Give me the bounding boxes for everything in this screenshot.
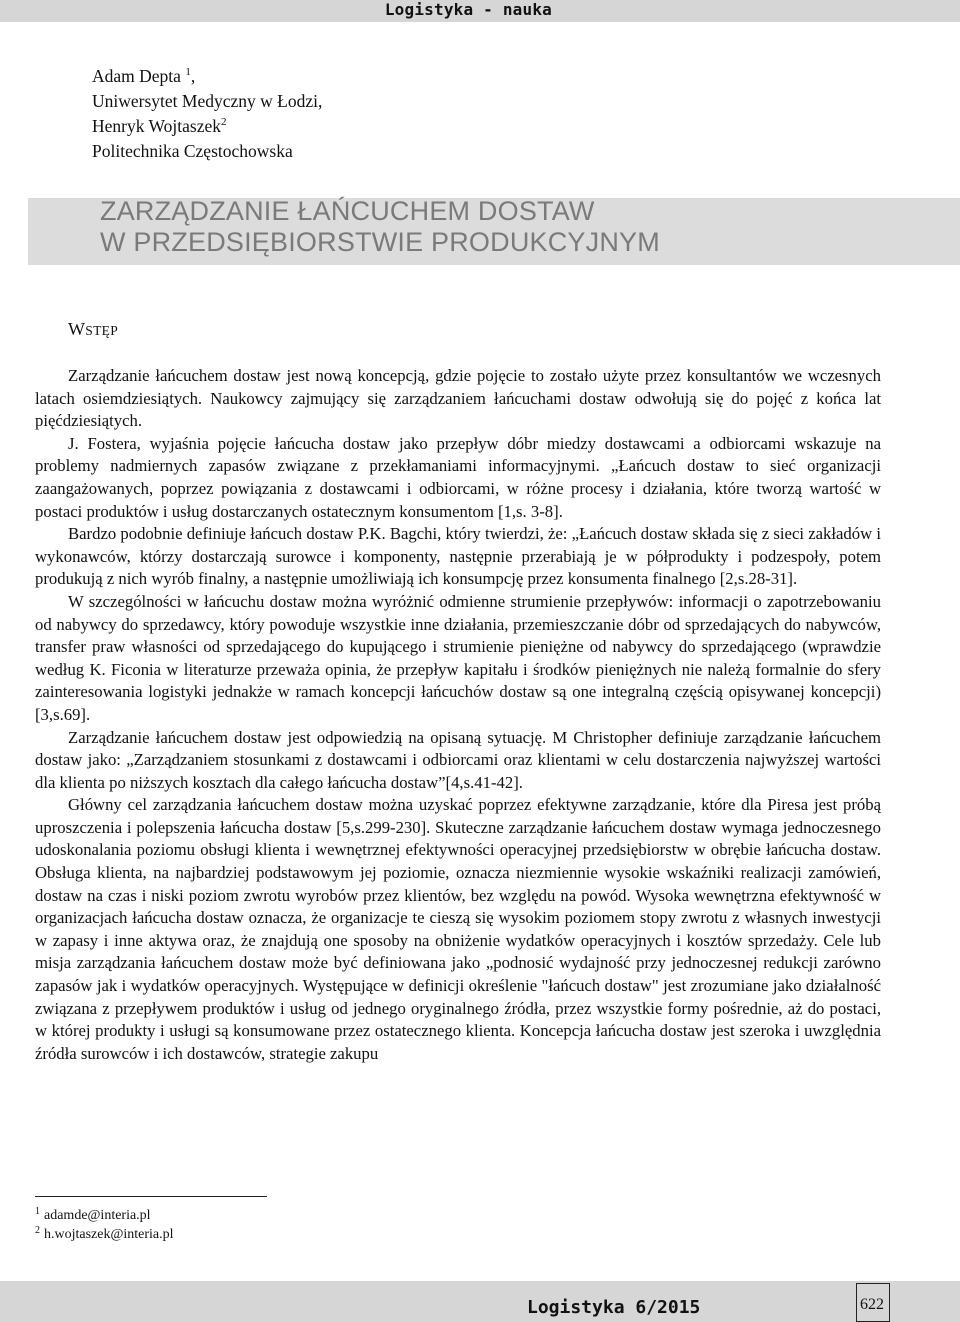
article-title	[100, 196, 660, 258]
author-1-footnote-mark: 1	[185, 66, 191, 78]
header-bar	[0, 0, 960, 22]
footer-bar	[0, 1281, 960, 1322]
paragraph: Główny cel zarządzania łańcuchem dostaw można uzyskać poprzez efektywne zarządzanie, które dla Piresa jest próbą uproszczenia i polepszenia łańcucha dostaw [5,s.299-230]. Skuteczne zarządzanie łańcuchem dostaw wymaga jednoczesnego udoskonalania poziomu obsługi klienta i wewnętrznej efektywności operacyjnej przedsiębiorstw w obrębie łańcucha dostaw. Obsługa klienta, na najbardziej podstawowym jej poziomie, oznacza niezmiennie wysokie wskaźniki realizacji zamówień, dostaw na czas i niski poziom zwrotu wyrobów przez klientów, bez względu na powód. Wysoka wewnętrzna efektywność w organizacjach łańcucha dostaw oznacza, że organizacje te cieszą się wysokim poziomem stopy zwrotu z własnych inwestycji w zapasy i inne aktywa oraz, że znajdują one sposoby na obniżenie wydatków operacyjnych i kosztów sprzedaży. Cele lub misja zarządzania łańcuchem dostaw może być definiowana jako „podnosić wydajność przy jednoczesnej redukcji zarówno zapasów jak i wydatków operacyjnych. Występujące w definicji określenie "łańcuch dostaw" jest zrozumiane jako działalność związana z przepływem produktów i usług od jednego oryginalnego źródła, przez wszystkie formy pośrednie, aż do postaci, w której produkty i usługi są konsumowane przez ostatecznego klienta. Koncepcja łańcucha dostaw jest szeroka i uwzględnia źródła surowców i ich dostawców, strategie zakupu	[35, 795, 881, 1063]
footnote-2-number: 2	[35, 1225, 40, 1236]
section-heading-rest: STĘP	[85, 323, 119, 338]
author-1	[92, 64, 322, 89]
paragraph: Zarządzanie łańcuchem dostaw jest nową koncepcją, gdzie pojęcie to zostało użyte przez konsultantów we wczesnych latach osiemdziesiątych. Naukowcy zajmujący się zarządzaniem łańcuchami dostaw odwołują się do pojęć z końca lat pięćdziesiątych.	[35, 366, 881, 431]
journal-section-title: Logistyka - nauka	[384, 0, 552, 19]
body-text	[35, 365, 881, 1065]
article-title-line-1: ZARZĄDZANIE ŁAŃCUCHEM DOSTAW	[100, 196, 595, 226]
author-1-name: Adam Depta	[92, 66, 181, 86]
footnote-1	[35, 1206, 174, 1225]
footnote-separator	[35, 1196, 267, 1197]
footnote-2-email: h.wojtaszek@interia.pl	[44, 1227, 174, 1242]
paragraph: Bardzo podobnie definiuje łańcuch dostaw P.K. Bagchi, który twierdzi, że: „Łańcuch dostaw składa się z sieci zakładów i wykonawców, którzy dostarczają surowce i komponenty, następnie przerabiają je w półprodukty i podzespoły, potem produkują z nich wyrób finalny, a następnie umożliwiają ich konsumpcję przez konsumenta finalnego [2,s.28-31].	[35, 524, 881, 589]
authors-block	[92, 64, 322, 164]
footnote-1-email: adamde@interia.pl	[44, 1208, 151, 1223]
section-heading	[68, 319, 118, 340]
article-title-line-2: W PRZEDSIĘBIORSTWIE PRODUKCYJNYM	[100, 227, 660, 257]
paragraph: J. Fostera, wyjaśnia pojęcie łańcucha dostaw jako przepływ dóbr miedzy dostawcami a odbiorcami wskazuje na problemy nadmiernych zapasów związane z przekłamaniami informacyjnymi. „Łańcuch dostaw to sieć organizacji zaangażowanych, poprzez powiązania z dostawcami i odbiorcami, w różne procesy i działania, które tworzą wartość w postaci produktów i usług dostarczanych ostatecznym konsumentom [1,s. 3-8].	[35, 433, 881, 521]
footnote-2	[35, 1225, 174, 1244]
journal-issue-title: Logistyka 6/2015	[527, 1297, 701, 1318]
footnote-1-number: 1	[35, 1206, 40, 1217]
author-2-name: Henryk Wojtaszek	[92, 116, 221, 136]
affiliation-2: Politechnika Częstochowska	[92, 141, 293, 161]
page-number: 622	[860, 1296, 884, 1313]
paragraph: W szczególności w łańcuchu dostaw można wyróżnić odmienne strumienie przepływów: informacji o zapotrzebowaniu od nabywcy do sprzedawcy, który powoduje wszystkie inne działania, przemieszczanie dóbr od sprzedających do nabywców, transfer praw własności od sprzedającego do kupującego i strumienie pieniężne od nabywcy do sprzedającego (wprawdzie według K. Ficonia w literaturze przeważa opinia, że przepływ kapitału i środków pieniężnych nie należą formalnie do sfery zainteresowania logistyki jednakże w ramach koncepcji łańcuchów dostaw są one integralną częścią opisywanej koncepcji) [3,s.69].	[35, 591, 881, 724]
section-heading-initial: W	[68, 319, 86, 339]
paragraph: Zarządzanie łańcuchem dostaw jest odpowiedzią na opisaną sytuację. M Christopher definiuje zarządzanie łańcuchem dostaw jako: „Zarządzaniem stosunkami z dostawcami i odbiorcami oraz klientami w celu dostarczenia najwyższej wartości dla klienta po niższych kosztach dla całego łańcucha dostaw”[4,s.41-42].	[35, 727, 881, 792]
footnotes	[35, 1206, 174, 1244]
affiliation-1: Uniwersytet Medyczny w Łodzi,	[92, 91, 323, 111]
author-2	[92, 114, 322, 139]
author-1-suffix: ,	[190, 66, 196, 86]
author-2-footnote-mark: 2	[221, 116, 227, 128]
